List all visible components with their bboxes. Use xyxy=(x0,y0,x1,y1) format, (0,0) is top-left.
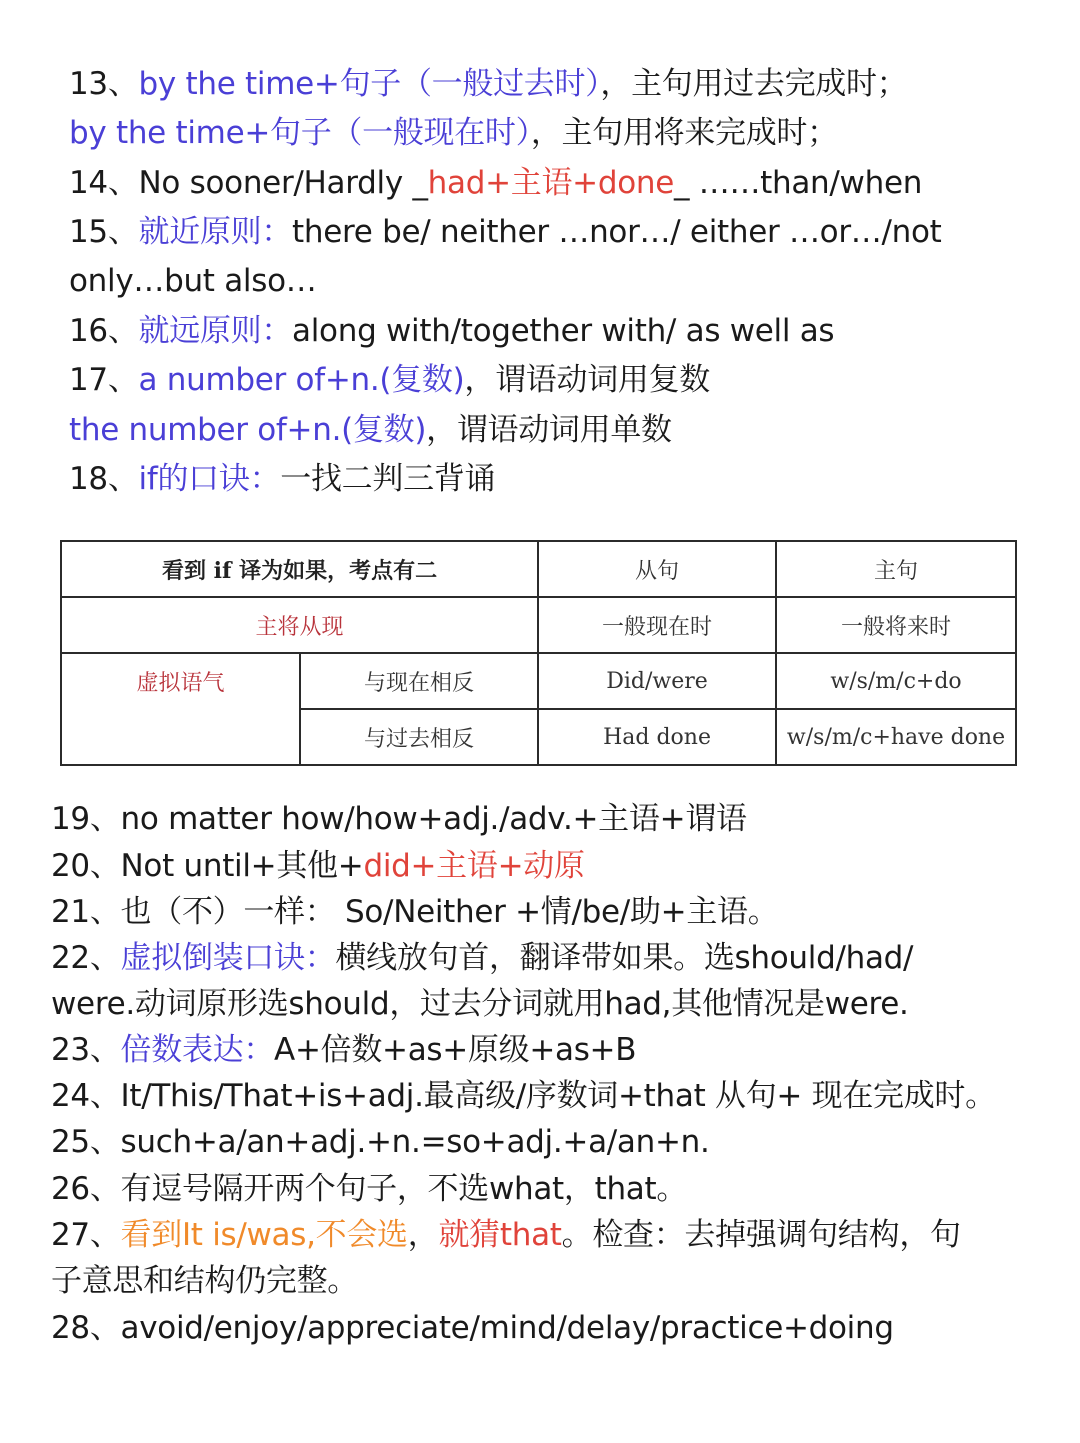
table-header-mainclause: 主句 xyxy=(776,541,1016,597)
note-line: by the time+句子（一般现在时），主句用将来完成时； xyxy=(69,115,838,151)
note-line: 16、就远原则：along with/together with/ as well as xyxy=(69,313,835,349)
table-cell-label: 主将从现 xyxy=(61,597,538,653)
table-cell: 一般将来时 xyxy=(776,597,1016,653)
table-row xyxy=(61,541,1016,597)
table-header-subclause: 从句 xyxy=(538,541,776,597)
note-line: 子意思和结构仍完整。 xyxy=(51,1263,358,1299)
note-line: 22、虚拟倒装口诀：横线放句首，翻译带如果。选should/had/ xyxy=(51,940,914,976)
table-cell-sub: 与过去相反 xyxy=(300,709,538,765)
table-row xyxy=(61,653,1016,709)
table-cell: w/s/m/c+do xyxy=(776,653,1016,709)
note-line: 14、No sooner/Hardly _had+主语+done_ ……than/when xyxy=(69,165,923,201)
table-cell-label: 虚拟语气 xyxy=(61,653,300,765)
note-line: 25、such+a/an+adj.+n.=so+adj.+a/an+n. xyxy=(51,1124,710,1160)
note-line: 21、也（不）一样： So/Neither +情/be/助+主语。 xyxy=(51,894,779,930)
note-line: the number of+n.(复数)，谓语动词用单数 xyxy=(69,412,672,448)
table-header-topic: 看到 if 译为如果，考点有二 xyxy=(61,541,538,597)
note-line: were.动词原形选should，过去分词就用had,其他情况是were. xyxy=(51,986,909,1022)
table-row xyxy=(61,597,1016,653)
table-cell: 一般现在时 xyxy=(538,597,776,653)
table-cell: Had done xyxy=(538,709,776,765)
table-cell: w/s/m/c+have done xyxy=(776,709,1016,765)
note-line: 13、by the time+句子（一般过去时），主句用过去完成时； xyxy=(69,66,908,102)
note-line: 26、有逗号隔开两个句子，不选what，that。 xyxy=(51,1171,688,1207)
note-line: 28、avoid/enjoy/appreciate/mind/delay/practice+doing xyxy=(51,1310,894,1346)
note-line: 20、Not until+其他+did+主语+动原 xyxy=(51,848,585,884)
if-clause-table xyxy=(60,540,1017,766)
table-cell: Did/were xyxy=(538,653,776,709)
note-line: 24、It/This/That+is+adj.最高级/序数词+that 从句+ 现在完成时。 xyxy=(51,1078,996,1114)
note-line: only…but also… xyxy=(69,263,317,299)
note-line: 19、no matter how/how+adj./adv.+主语+谓语 xyxy=(51,801,747,837)
table-cell-sub: 与现在相反 xyxy=(300,653,538,709)
note-line: 27、看到It is/was,不会选，就猜that。检查：去掉强调句结构，句 xyxy=(51,1217,961,1253)
note-line: 23、倍数表达：A+倍数+as+原级+as+B xyxy=(51,1032,637,1068)
note-line: 18、if的口诀：一找二判三背诵 xyxy=(69,461,496,497)
note-line: 17、a number of+n.(复数)，谓语动词用复数 xyxy=(69,362,710,398)
note-line: 15、就近原则：there be/ neither …nor…/ either …or…/not xyxy=(69,214,942,250)
